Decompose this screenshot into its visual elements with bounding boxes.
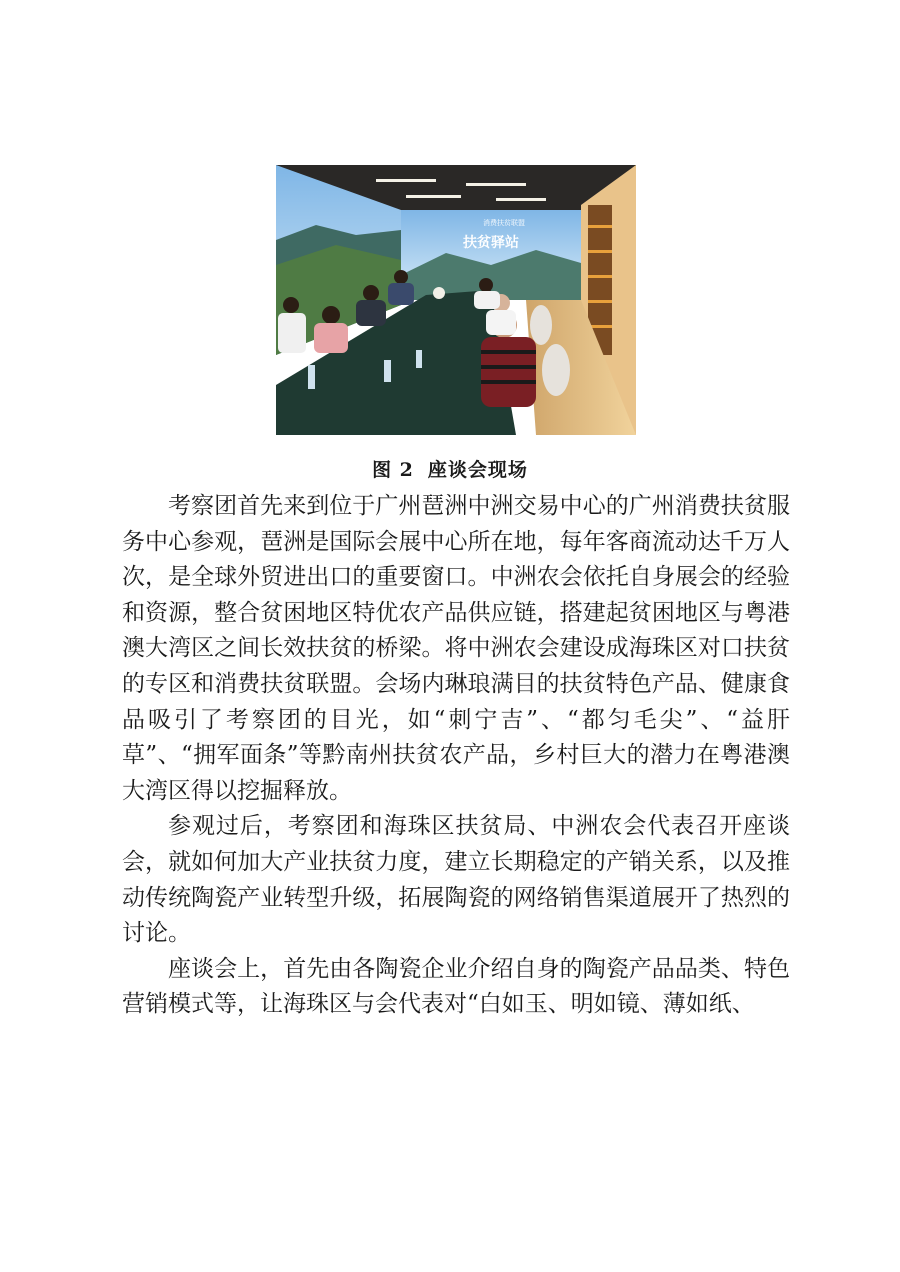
banner-title: 扶贫驿站 (463, 235, 519, 251)
meeting-photo (276, 165, 636, 435)
figure-title: 座谈会现场 (427, 459, 528, 481)
banner-subtitle: 消费扶贫联盟 (483, 219, 525, 227)
paragraph: 考察团首先来到位于广州琶洲中洲交易中心的广州消费扶贫服务中心参观，琶洲是国际会展中心所在地，每年客商流动达千万人次，是全球外贸进出口的重要窗口。中洲农会依托自身展会的经验和资源，整合贫困地区特优农产品供应链，搭建起贫困地区与粤港澳大湾区之间长效扶贫的桥梁。将中洲农会建设成海珠区对口扶贫的专区和消费扶贫联盟。会场内琳琅满目的扶贫特色产品、健康食品吸引了考察团的目光，如“刺宁吉”、“都匀毛尖”、“益肝草”、“拥军面条”等黔南州扶贫农产品，乡村巨大的潜力在粤港澳大湾区得以挖掘释放。 (122, 493, 790, 804)
figure-number: 图 2 (372, 459, 414, 481)
article-body (122, 489, 790, 1023)
figure-caption (0, 455, 900, 482)
paragraph: 参观过后，考察团和海珠区扶贫局、中洲农会代表召开座谈会，就如何加大产业扶贫力度，建立长期稳定的产销关系，以及推动传统陶瓷产业转型升级，拓展陶瓷的网络销售渠道展开了热烈的讨论。 (122, 813, 790, 947)
paragraph: 座谈会上，首先由各陶瓷企业介绍自身的陶瓷产品品类、特色营销模式等，让海珠区与会代表对“白如玉、明如镜、薄如纸、 (122, 955, 790, 1018)
